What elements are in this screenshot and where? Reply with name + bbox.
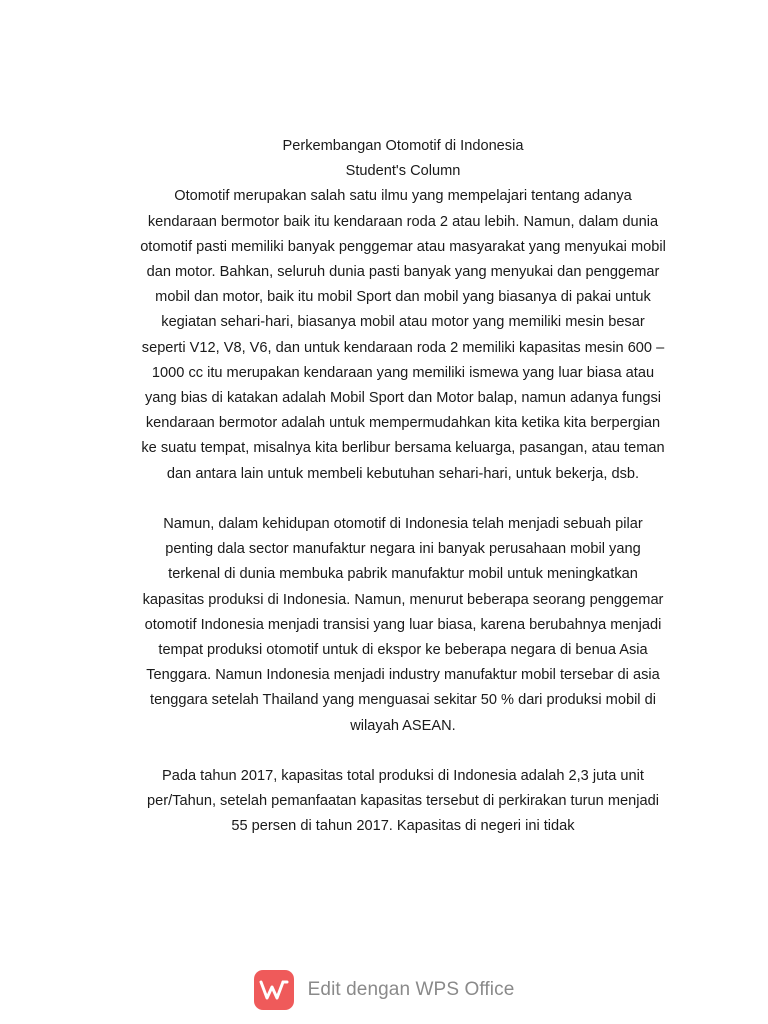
paragraph-1: Otomotif merupakan salah satu ilmu yang mempelajari tentang adanya kendaraan bermotor baik itu kendaraan roda 2 atau lebih. Namun, dalam dunia otomotif pasti memiliki banyak penggemar atau masyarakat yang menyukai mobil dan motor. Bahkan, seluruh dunia pasti banyak yang menyukai dan penggemar mobil dan motor, baik itu mobil Sport dan mobil yang biasanya di pakai untuk kegiatan sehari-hari, biasanya mobil atau motor yang memiliki mesin besar seperti V12, V8, V6, dan untuk kendaraan roda 2 memiliki kapasitas mesin 600 – 1000 cc itu merupakan kendaraan yang memiliki ismewa yang luar biasa atau yang bias di katakan adalah Mobil Sport dan Motor balap, namun adanya fungsi kendaraan bermotor adalah untuk mempermudahkan kita ketika kita berpergian ke suatu tempat, misalnya kita berlibur bersama keluarga, pasangan, atau teman dan antara lain untuk membeli kebutuhan sehari-hari, untuk bekerja, dsb. (140, 188, 666, 482)
wps-office-logo-icon[interactable] (254, 970, 294, 1010)
document-subtitle: Student's Column (345, 163, 461, 180)
document-body (138, 134, 668, 840)
document-title: Perkembangan Otomotif di Indonesia (282, 138, 524, 154)
wps-edit-label[interactable]: Edit dengan WPS Office (307, 979, 515, 1000)
paragraph-2: Namun, dalam kehidupan otomotif di Indonesia telah menjadi sebuah pilar penting dala sector manufaktur negara ini banyak perusahaan mobil yang terkenal di dunia membuka pabrik manufaktur mobil untuk meningkatkan kapasitas produksi di Indonesia. Namun, menurut beberapa seorang penggemar otomotif Indonesia menjadi transisi yang luar biasa, karena berubahnya menjadi tempat produksi otomotif untuk di ekspor ke beberapa negara di benua Asia Tenggara. Namun Indonesia menjadi industry manufaktur mobil tersebar di asia tenggara setelah Thailand yang menguasai sekitar 50 % dari produksi mobil di wilayah ASEAN. (142, 516, 664, 734)
wps-w-glyph-icon (259, 978, 289, 1002)
wps-edit-banner[interactable] (0, 968, 768, 1012)
paragraph-3: Pada tahun 2017, kapasitas total produksi di Indonesia adalah 2,3 juta unit per/Tahun, setelah pemanfaatan kapasitas tersebut di perkirakan turun menjadi 55 persen di tahun 2017. Kapasitas di negeri ini tidak (147, 768, 659, 835)
